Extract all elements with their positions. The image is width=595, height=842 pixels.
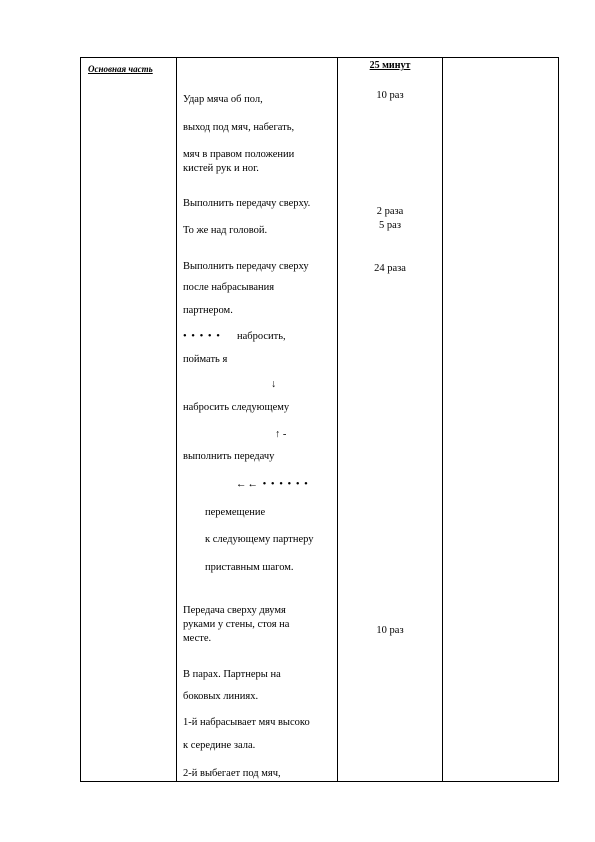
arrow-up-icon: ↑ - xyxy=(275,429,287,440)
exercise-line: Передача сверху двумя xyxy=(183,605,286,616)
table-col-border-1 xyxy=(80,57,81,782)
exercise-line: перемещение xyxy=(205,507,266,518)
exercise-line: 1-й набрасывает мяч высоко xyxy=(183,717,310,728)
exercise-line: к середине зала. xyxy=(183,740,256,751)
section-label: Основная часть xyxy=(88,64,153,74)
repetitions-value: 10 раз xyxy=(376,625,404,636)
exercise-line: месте. xyxy=(183,633,212,644)
exercise-line: Выполнить передачу сверху. xyxy=(183,198,311,209)
exercise-line: Выполнить передачу сверху xyxy=(183,261,309,272)
exercise-line: приставным шагом. xyxy=(205,562,294,573)
exercise-line: 2-й выбегает под мяч, xyxy=(183,768,281,779)
exercise-line: выход под мяч, набегать, xyxy=(183,122,295,133)
exercise-line: В парах. Партнеры на xyxy=(183,669,281,680)
exercise-line: поймать я xyxy=(183,354,228,365)
exercise-line: набросить, xyxy=(237,331,286,342)
exercise-line: к следующему партнеру xyxy=(205,534,314,545)
table-col-border-4 xyxy=(442,57,443,782)
duration-header: 25 минут xyxy=(369,60,411,71)
table-col-border-5 xyxy=(558,57,559,782)
repetitions-value: 24 раза xyxy=(374,263,406,274)
exercise-line: мяч в правом положении xyxy=(183,149,295,160)
exercise-line: партнером. xyxy=(183,305,233,316)
repetitions-value: 5 раз xyxy=(379,220,401,231)
diagram-dots-row: ←← • • • • • • xyxy=(236,479,309,490)
exercise-line: боковых линиях. xyxy=(183,691,259,702)
repetitions-value: 2 раза xyxy=(376,206,404,217)
exercise-line: набросить следующему xyxy=(183,402,290,413)
exercise-line: То же над головой. xyxy=(183,225,268,236)
exercise-line: выполнить передачу xyxy=(183,451,275,462)
table-col-border-2 xyxy=(176,57,177,782)
repetitions-value: 10 раз xyxy=(376,90,404,101)
table-col-border-3 xyxy=(337,57,338,782)
exercise-line: кистей рук и ног. xyxy=(183,163,259,174)
table-top-border xyxy=(80,57,559,58)
table-bottom-border xyxy=(80,781,559,782)
exercise-line: руками у стены, стоя на xyxy=(183,619,290,630)
diagram-dots-row: • • • • • xyxy=(183,331,221,342)
exercise-line: Удар мяча об пол, xyxy=(183,94,263,105)
arrow-down-icon: ↓ xyxy=(271,379,277,390)
exercise-line: после набрасывания xyxy=(183,282,275,293)
